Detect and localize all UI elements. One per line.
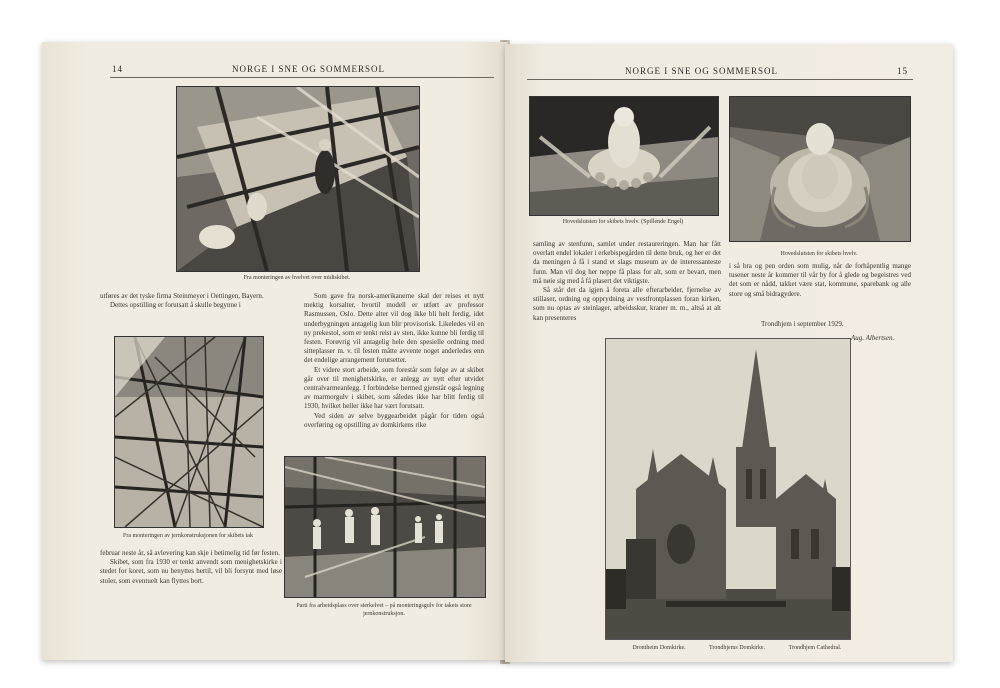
caption-workers-photo: Parti fra arbeidsplass over sterkelvet – på monteringsgulv for takets store jernkonstruksjon. bbox=[296, 603, 472, 617]
paragraph: Et videre stort arbeide, som forestår som følge av at skibet går over til menighetskirke, er anlegg av nytt efter utvidet centralvarmeanlegg. I forbindelse hermed gjenstår også legning av marmorgulv i skibet, som således ikke har blitt ferdig til 1930, hvilket heller ikke har vært forutsatt. bbox=[304, 365, 484, 411]
running-head-left: NORGE I SNE OG SOMMERSOL bbox=[232, 64, 386, 74]
caption-angel-right: Hovedslutsten for skibets hvelv. bbox=[780, 251, 858, 257]
page-number-left: 14 bbox=[112, 64, 123, 74]
paragraph: Som gave fra norsk-amerikanerne skal der reises et nytt mektig korsalter, hvortil modell er utført av professor Rasmussen, Oslo. Dette alter vil dog ikke bli helt ferdig, idet underbygningen antagelig kun blir provisorisk. Likeledes vil en ny prekestol, som er tenkt reist av sten, ikke kunne bli ferdig til festen. Forøvrig vil antagelig hele den spesielle ordning med sitteplasser m. v. til festen måtte avvente noget anderledes enn det endelige arrangement forutsetter. bbox=[304, 292, 484, 365]
caption-angel-left: Hovedslutsten for skibets hvelv. (Spillende Engel) bbox=[562, 219, 684, 225]
paragraph: Så står det da igjen å foreta alle efterarbeider, fjernelse av stillaser, ordning og opprydning av vestfrontplassen foran kirken, som nu optas av steinlager, arbeidsskur, kraner m. m., altså at alt kan presenteres bbox=[533, 286, 721, 322]
paragraph: i så bra og pen orden som mulig, når de forhåpentlig mange tusener neste år kommer til vår by for å glede og begeistres ved det som er nådd, takket være stat, kommune, sparebank og alle store og små bidragydere. bbox=[729, 262, 911, 298]
paragraph: utføres av det tyske firma Steinmeyer i Oettingen, Bayern. bbox=[100, 292, 264, 300]
right-page bbox=[505, 44, 953, 662]
paragraph: Skibet, som fra 1930 er tenkt anvendt som menighetskirke i stedet for koret, som nu benyttes hertil, vil bli forsynt med løse stoler, som eventuelt kan flyttes bort. bbox=[100, 558, 282, 585]
text-right-col2 bbox=[729, 262, 911, 299]
text-col2 bbox=[304, 292, 484, 430]
text-col1-top bbox=[100, 292, 296, 310]
caption-tower-photo: Fra monteringen av jernkonstruksjonen for skibets tak bbox=[123, 533, 253, 539]
author-signature bbox=[851, 334, 894, 342]
caption-cathedral-en: Trondhjem Cathedral. bbox=[788, 645, 842, 651]
text-right-col1 bbox=[533, 240, 721, 323]
running-head-right: NORGE I SNE OG SOMMERSOL bbox=[625, 66, 779, 76]
photo-angel-keystone-left bbox=[529, 96, 719, 216]
left-page bbox=[42, 42, 508, 660]
header-rule-right bbox=[527, 79, 913, 80]
photo-angel-keystone-right bbox=[729, 96, 911, 242]
dateline: Trondhjem i september 1929. bbox=[761, 320, 844, 328]
caption-vault-photo: Fra monteringen av hvelvet over midtskibet. bbox=[243, 275, 351, 281]
caption-cathedral-dk: Trondhjems Domkirke. bbox=[708, 645, 766, 651]
photo-nidaros-cathedral bbox=[605, 338, 851, 640]
caption-cathedral-no: Drontheim Domkirke. bbox=[632, 645, 686, 651]
header-rule-left bbox=[110, 77, 494, 78]
paragraph: Ved siden av selve byggearbeidet pågår for tiden også overføring og opstilling av domkirkens rike bbox=[304, 411, 484, 429]
text-col1-bottom bbox=[100, 549, 282, 586]
page-number-right: 15 bbox=[897, 66, 908, 76]
paragraph: februar neste år, så avlevering kan skje i betimelig tid før festen. bbox=[100, 549, 280, 557]
paragraph: samling av stenfunn, samlet under restaureringen. Man har fått overlatt endel lokaler i erkebispegården til dette bruk, og her er det da meningen å få i stand et slags museum av de interessanteste funn. Man vil dog her neppe få plass for alt, som er bevart, men må nøie sig med å få plasert det viktigste. bbox=[533, 240, 721, 285]
photo-iron-framework bbox=[114, 336, 264, 528]
signature-text: Aug. Albertsen. bbox=[851, 334, 895, 342]
photo-vault-scaffolding bbox=[176, 86, 420, 272]
paragraph: Dettes opstilling er forutsatt å skulle begynne i bbox=[110, 301, 241, 310]
photo-workers-platform bbox=[284, 456, 486, 598]
